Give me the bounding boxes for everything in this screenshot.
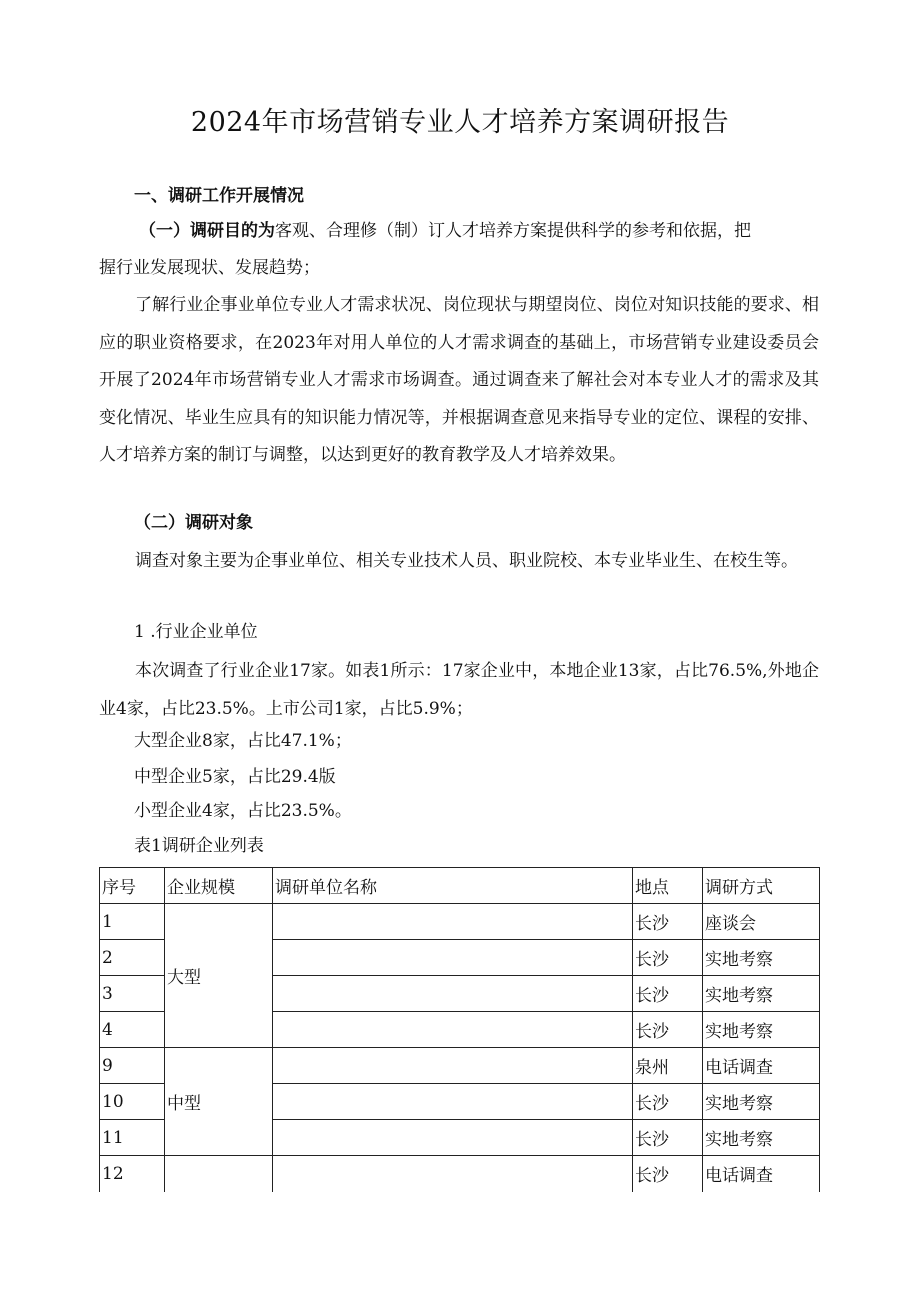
table-header-row — [100, 868, 820, 904]
enterprise-table — [99, 867, 820, 1192]
survey-summary-paragraph: 本次调查了行业企业17家。如表1所示：17家企业中，本地企业13家，占比76.5%,外地企业4家，占比23.5%。上市公司1家，占比5.9%； — [99, 661, 819, 719]
research-purpose-paragraph — [99, 213, 819, 287]
table-row — [100, 1156, 820, 1192]
row-place: 长沙 — [633, 1012, 703, 1048]
document-title: 2024年市场营销专业人才培养方案调研报告 — [190, 107, 730, 138]
header-name: 调研单位名称 — [273, 868, 633, 904]
row-name — [273, 940, 633, 976]
section-heading-1: 一、调研工作开展情况 — [134, 186, 304, 206]
medium-enterprise-line: 中型企业5家，占比29.4版 — [134, 767, 336, 787]
header-place: 地点 — [633, 868, 703, 904]
table-caption: 表1调研企业列表 — [134, 836, 264, 856]
row-no: 10 — [100, 1084, 165, 1120]
row-no: 1 — [100, 904, 165, 940]
header-method: 调研方式 — [703, 868, 820, 904]
row-method: 实地考察 — [703, 940, 820, 976]
row-no: 12 — [100, 1156, 165, 1192]
row-name — [273, 1012, 633, 1048]
scale-medium: 中型 — [165, 1048, 273, 1156]
scale-large: 大型 — [165, 904, 273, 1048]
row-no: 4 — [100, 1012, 165, 1048]
header-no: 序号 — [100, 868, 165, 904]
row-method: 实地考察 — [703, 1084, 820, 1120]
row-place: 泉州 — [633, 1048, 703, 1084]
row-place: 长沙 — [633, 1120, 703, 1156]
row-name — [273, 904, 633, 940]
subsection-heading-purpose: （一）调研目的为 — [139, 221, 275, 241]
purpose-text-line2: 握行业发展现状、发展趋势； — [99, 258, 320, 278]
row-place: 长沙 — [633, 1084, 703, 1120]
row-method: 实地考察 — [703, 1120, 820, 1156]
purpose-text-line1: 客观、合理修（制）订人才培养方案提供科学的参考和依据，把 — [275, 221, 751, 241]
row-name — [273, 1084, 633, 1120]
large-enterprise-line: 大型企业8家，占比47.1%； — [134, 731, 352, 751]
row-no: 3 — [100, 976, 165, 1012]
subsection-heading-objects: （二）调研对象 — [134, 513, 253, 533]
row-no: 9 — [100, 1048, 165, 1084]
small-enterprise-line: 小型企业4家，占比23.5%。 — [134, 801, 352, 821]
row-place: 长沙 — [633, 976, 703, 1012]
row-no: 2 — [100, 940, 165, 976]
row-no: 11 — [100, 1120, 165, 1156]
table-row — [100, 1048, 820, 1084]
row-method: 电话调查 — [703, 1156, 820, 1192]
row-name — [273, 1156, 633, 1192]
header-scale: 企业规模 — [165, 868, 273, 904]
list-item-industry: 1 .行业企业单位 — [134, 622, 258, 642]
row-place: 长沙 — [633, 904, 703, 940]
background-paragraph: 了解行业企事业单位专业人才需求状况、岗位现状与期望岗位、岗位对知识技能的要求、相应的职业资格要求，在2023年对用人单位的人才需求调查的基础上，市场营销专业建设委员会开展了2024年市场营销专业人才需求市场调查。通过调查来了解社会对本专业人才的需求及其变化情况、毕业生应具有的知识能力情况等，并根据调查意见来指导专业的定位、课程的安排、人才培养方案的制订与调整，以达到更好的教育教学及人才培养效果。 — [99, 295, 819, 465]
table-row — [100, 904, 820, 940]
row-name — [273, 1048, 633, 1084]
row-place: 长沙 — [633, 940, 703, 976]
scale-empty — [165, 1156, 273, 1192]
row-name — [273, 1120, 633, 1156]
row-name — [273, 976, 633, 1012]
row-method: 座谈会 — [703, 904, 820, 940]
row-place: 长沙 — [633, 1156, 703, 1192]
objects-paragraph: 调查对象主要为企事业单位、相关专业技术人员、职业院校、本专业毕业生、在校生等。 — [135, 551, 798, 571]
row-method: 实地考察 — [703, 1012, 820, 1048]
row-method: 实地考察 — [703, 976, 820, 1012]
row-method: 电话调查 — [703, 1048, 820, 1084]
